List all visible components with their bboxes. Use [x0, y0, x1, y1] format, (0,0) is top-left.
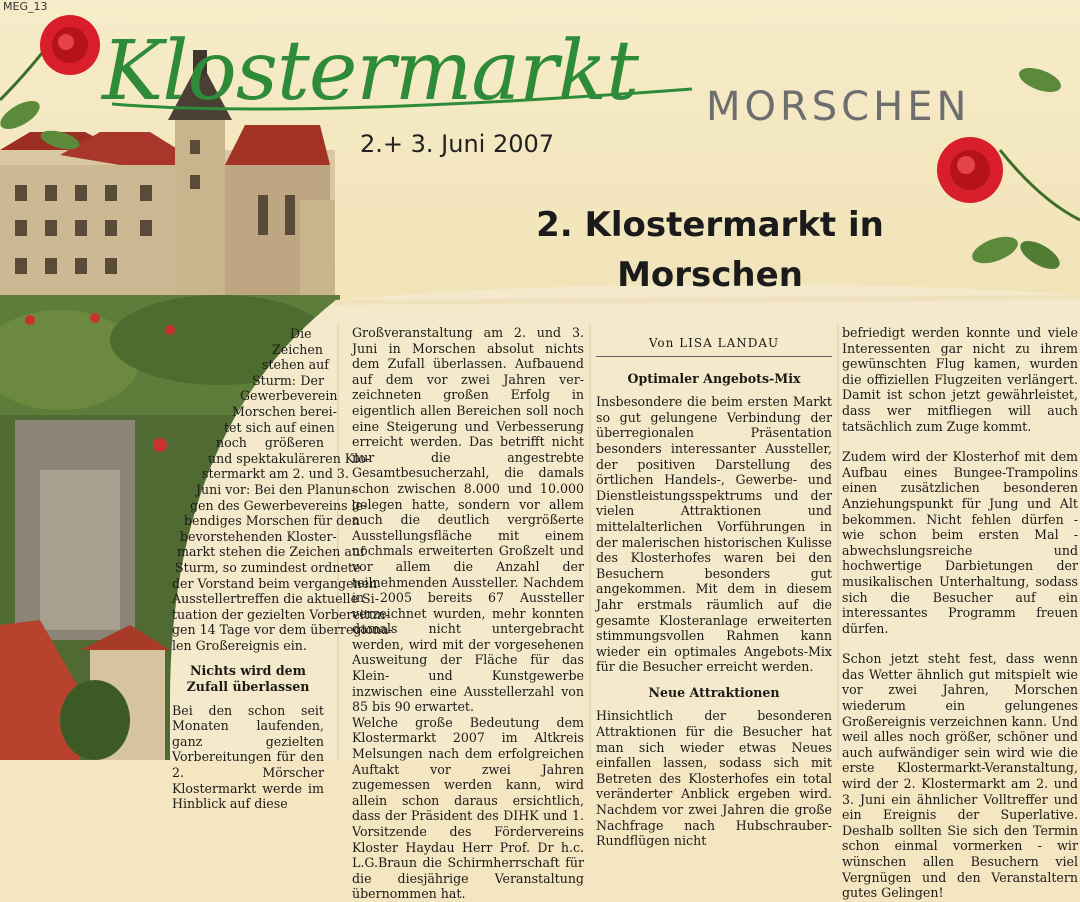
column-1-lead-line: noch größeren	[216, 435, 324, 451]
column-1-lead-line: bevorstehenden Kloster-	[180, 528, 337, 544]
column-1-lead-line: Sturm: Der	[252, 372, 324, 388]
headline	[480, 200, 940, 300]
column-1-lead-line: tuation der gezielten Vorbereitun-	[172, 606, 390, 622]
column-3-paragraph-2: Hinsichtlich der besonderen Attraktionen für die Besucher hat man sich wieder etwas Neues einfallen lassen, sodass sich mit Betreten des Klosterhofes ein total veränderter Anblick ergeben wird. Nachdem vor zwei Jahren die große Nachfrage nach Hubschrauber-Rundflügen nicht	[596, 708, 832, 849]
script-title-logo	[92, 4, 712, 124]
column-3-paragraph-1: Insbesondere die beim ersten Markt so gut gelungene Verbindung der überregionalen Präsentation besonders interessanter Aussteller, der positiven Darstellung des örtlichen Handels-, Gewerbe- und Dienstleistungsspektrums und der vielen Attraktionen und mittelalterlichen Vorführungen in der malerischen historischen Kulisse des Klosterhofes waren bei den Besuchern besonders gut angekommen. Mit dem in diesem Jahr erstmals räumlich auf die gesamte Klosteranlage erweiterten stimmungsvollen Rahmen kann wieder ein optimales Angebots-Mix für die Besucher erreicht werden.	[596, 394, 832, 675]
column-1-lead-line: len Großereignis ein.	[172, 637, 307, 653]
column-4-paragraph-1: befriedigt werden konnte und viele Interessenten gar nicht zu ihrem gewünschten Flug kamen, wurden die offiziellen Flugzeiten verlängert. Damit ist schon jetzt gewährleistet, dass wer mitfliegen will auch tatsächlich zum Zuge kommt.	[842, 325, 1078, 434]
subheading-zufall: Nichts wird dem Zufall überlassen	[186, 663, 310, 695]
column-1-tail: Bei den schon seit Monaten laufenden, ganz gezielten Vorbereitungen für den 2. Mörscher Klostermarkt werde im Hinblick auf diese	[172, 702, 324, 812]
column-1-lead	[172, 326, 393, 653]
column-4-paragraph-2: Zudem wird der Klosterhof mit dem Aufbau eines Bungee-Trampolins einen zusätzlichen besonderen Anziehungspunkt für Jung und Alt bekommen. Nicht fehlen dürfen - wie schon beim ersten Mal - abwechslungsreiche und hochwertige Darbietungen der musikalischen Unterhaltung, sodass sich die Besucher auf ein interessantes Programm freuen dürfen.	[842, 449, 1078, 636]
column-1-lead-line: gen des Gewerbevereins le-	[190, 497, 368, 513]
column-1-lead-line: stehen auf	[262, 357, 329, 373]
article-column-4	[842, 325, 1078, 901]
column-1-lead-line: bendiges Morschen für den	[184, 513, 360, 529]
column-2-paragraph-2: Welche große Bedeutung dem Klostermarkt 2007 im Altkreis Melsungen nach dem erfolgreichen Auftakt vor zwei Jahren zugemessen werden kann, wird allein schon daraus ersichtlich, dass der Präsident des DIHK und 1. Vorsitzende des Fördervereins Kloster Haydau Herr Prof. Dr h.c. L.G.Braun die Schirmherrschaft für die diesjährige Veranstaltung übernommen hat.	[352, 714, 584, 902]
page-tag: MEG_13	[3, 0, 48, 13]
headline-line-2: Morschen	[617, 255, 803, 295]
headline-line-1: 2. Klostermarkt in	[536, 205, 884, 245]
article-column-2	[352, 325, 584, 902]
article-column-1	[172, 326, 393, 812]
column-1-lead-line: Morschen berei-	[232, 403, 337, 419]
column-1-lead-line: tet sich auf einen	[224, 419, 335, 435]
column-1-lead-line: Sturm, so zumindest ordnete	[175, 559, 361, 575]
column-1-lead-line: und spektakuläreren Klo-	[208, 450, 371, 466]
column-1-lead-line: Die	[290, 326, 312, 341]
column-1-lead-line: Zeichen	[272, 341, 323, 357]
subheading-neue-attraktionen: Neue Attraktionen	[648, 684, 780, 700]
subheading-angebots-mix: Optimaler Angebots-Mix	[627, 370, 801, 386]
column-1-lead-line: stermarkt am 2. und 3.	[202, 466, 349, 482]
column-1-lead-line: gen 14 Tage vor dem überregiona-	[172, 622, 393, 638]
script-title-text: Klostermarkt	[102, 24, 639, 119]
event-dates: 2.+ 3. Juni 2007	[360, 130, 555, 158]
column-1-lead-line: Gewerbeverein	[240, 388, 338, 404]
column-1-lead-line: Ausstellertreffen die aktuelle Si-	[172, 591, 379, 607]
column-1-lead-line: Juni vor: Bei den Planun-	[196, 481, 356, 497]
article-column-3	[596, 336, 832, 849]
town-name: MORSCHEN	[706, 84, 971, 130]
column-1-lead-line: der Vorstand beim vergangenen	[172, 575, 378, 591]
rose-icon	[0, 15, 100, 135]
byline: Von LISA LANDAU	[596, 336, 832, 357]
column-1-lead-line: markt stehen die Zeichen auf	[177, 544, 365, 560]
column-4-paragraph-3: Schon jetzt steht fest, dass wenn das Wetter ähnlich gut mitspielt wie vor zwei Jahren, Morschen wiederum ein gelungenes Großereignis verzeichnen kann. Und weil alles noch größer, schöner und auch aufwändiger sein wird wie die erste Klostermarkt-Veranstaltung, wird der 2. Klostermarkt am 2. und 3. Juni ein ähnlicher Volltreffer und ein Ereignis der Superlative. Deshalb sollten Sie sich den Termin schon einmal vormerken - wir wünschen allen Besuchern viel Vergnügen und den Veranstaltern gutes Gelingen!	[842, 651, 1078, 901]
column-2-paragraph-1: Großveranstaltung am 2. und 3. Juni in Morschen absolut nichts dem Zufall überlassen. Aufbauend auf dem vor zwei Jahren ver-zeichneten großen Erfolg in eigentlich allen Bereichen soll noch eine Steigerung und Verbesserung erreicht werden. Das betrifft nicht nur die angestrebte Gesamtbesucherzahl, die damals schon zwischen 8.000 und 10.000 gelegen hatte, sondern vor allem auch die deutlich vergrößerte Ausstellungsfläche mit einem nochmals erweiterten Großzelt und vor allem die Anzahl der teilnehmenden Aussteller. Nachdem in 2005 bereits 67 Aussteller verzeichnet wurden, mehr konnten damals nicht untergebracht werden, wird mit der vorgesehenen Ausweitung der Fläche für das Klein- und Kunstgewerbe inzwischen eine Ausstellerzahl von 85 bis 90 erwartet.	[352, 325, 584, 715]
